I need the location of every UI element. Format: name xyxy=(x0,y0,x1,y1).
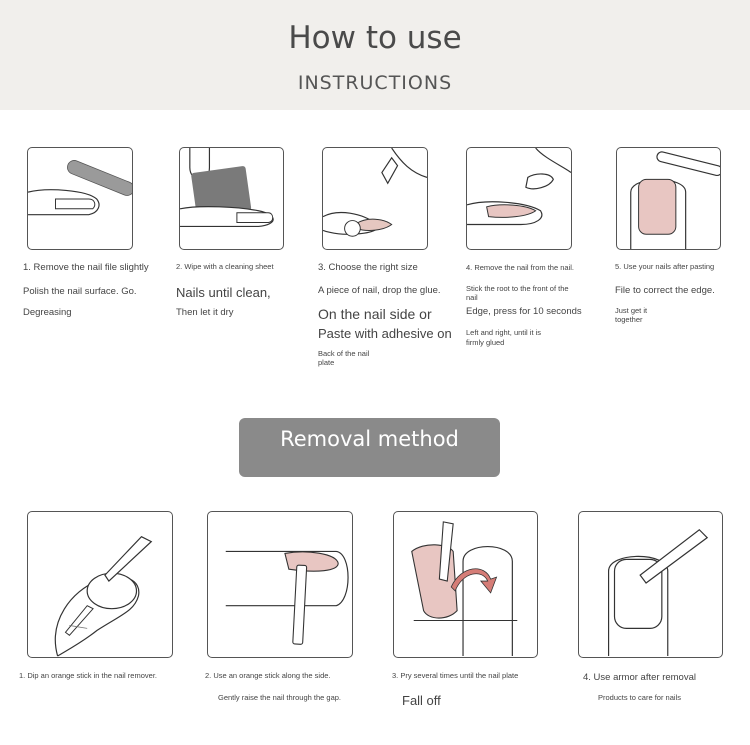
step-5-line-3: Just get it xyxy=(615,306,648,315)
removal-step-3-panel xyxy=(393,511,538,658)
step-2-panel xyxy=(179,147,284,250)
step-1-line-3: Degreasing xyxy=(23,307,72,318)
step-3-line-4: Paste with adhesive on xyxy=(318,326,452,341)
removal-step-1-panel xyxy=(27,511,173,658)
step-4-line-3: nail xyxy=(466,293,478,302)
step-1-line-1: 1. Remove the nail file slightly xyxy=(23,262,149,273)
removal-step-4-panel xyxy=(578,511,723,658)
removal-step-3-line-2: Fall off xyxy=(402,693,441,708)
press-nail-icon xyxy=(467,148,571,249)
cleaning-sheet-icon xyxy=(180,148,283,249)
step-3-line-2: A piece of nail, drop the glue. xyxy=(318,285,441,296)
glue-drop-icon xyxy=(323,148,427,249)
step-1-line-2: Polish the nail surface. Go. xyxy=(23,286,137,297)
header-banner xyxy=(0,0,750,110)
removal-step-3-line-1: 3. Pry several times until the nail plate xyxy=(392,671,519,680)
step-3-line-5: Back of the nail xyxy=(318,349,370,358)
step-4-line-4: Edge, press for 10 seconds xyxy=(466,306,582,317)
step-3-line-1: 3. Choose the right size xyxy=(318,262,418,273)
step-5-panel xyxy=(616,147,721,250)
armor-care-icon xyxy=(579,512,722,657)
step-5-line-4: together xyxy=(615,315,643,324)
removal-step-2-line-2: Gently raise the nail through the gap. xyxy=(218,693,341,702)
step-2-line-3: Then let it dry xyxy=(176,307,234,318)
step-3-line-3: On the nail side or xyxy=(318,306,432,322)
removal-step-1-line-1: 1. Dip an orange stick in the nail remover. xyxy=(19,671,157,680)
step-4-line-6: firmly glued xyxy=(466,338,505,347)
step-1-panel xyxy=(27,147,133,250)
pry-nail-icon xyxy=(394,512,537,657)
removal-method-title: Removal method xyxy=(239,418,500,477)
step-2-line-1: 2. Wipe with a cleaning sheet xyxy=(176,262,274,271)
step-4-line-1: 4. Remove the nail from the nail. xyxy=(466,263,574,272)
removal-step-4-line-2: Products to care for nails xyxy=(598,693,681,702)
step-2-line-2: Nails until clean, xyxy=(176,285,271,300)
page-title: How to use xyxy=(288,20,462,56)
step-3-panel xyxy=(322,147,428,250)
step-5-line-2: File to correct the edge. xyxy=(615,285,715,296)
orange-stick-remover-icon xyxy=(28,512,172,657)
step-4-panel xyxy=(466,147,572,250)
step-4-line-5: Left and right, until it is xyxy=(466,328,542,337)
page-subtitle: INSTRUCTIONS xyxy=(297,72,453,94)
lift-nail-icon xyxy=(208,512,352,657)
step-5-line-1: 5. Use your nails after pasting xyxy=(615,262,715,271)
removal-step-4-line-1: 4. Use armor after removal xyxy=(583,672,696,683)
nail-file-finger-icon xyxy=(28,148,132,249)
step-4-line-2: Stick the root to the front of the xyxy=(466,284,569,293)
step-3-line-6: plate xyxy=(318,358,335,367)
correct-edge-file-icon xyxy=(617,148,720,249)
removal-step-2-panel xyxy=(207,511,353,658)
removal-step-2-line-1: 2. Use an orange stick along the side. xyxy=(205,671,331,680)
